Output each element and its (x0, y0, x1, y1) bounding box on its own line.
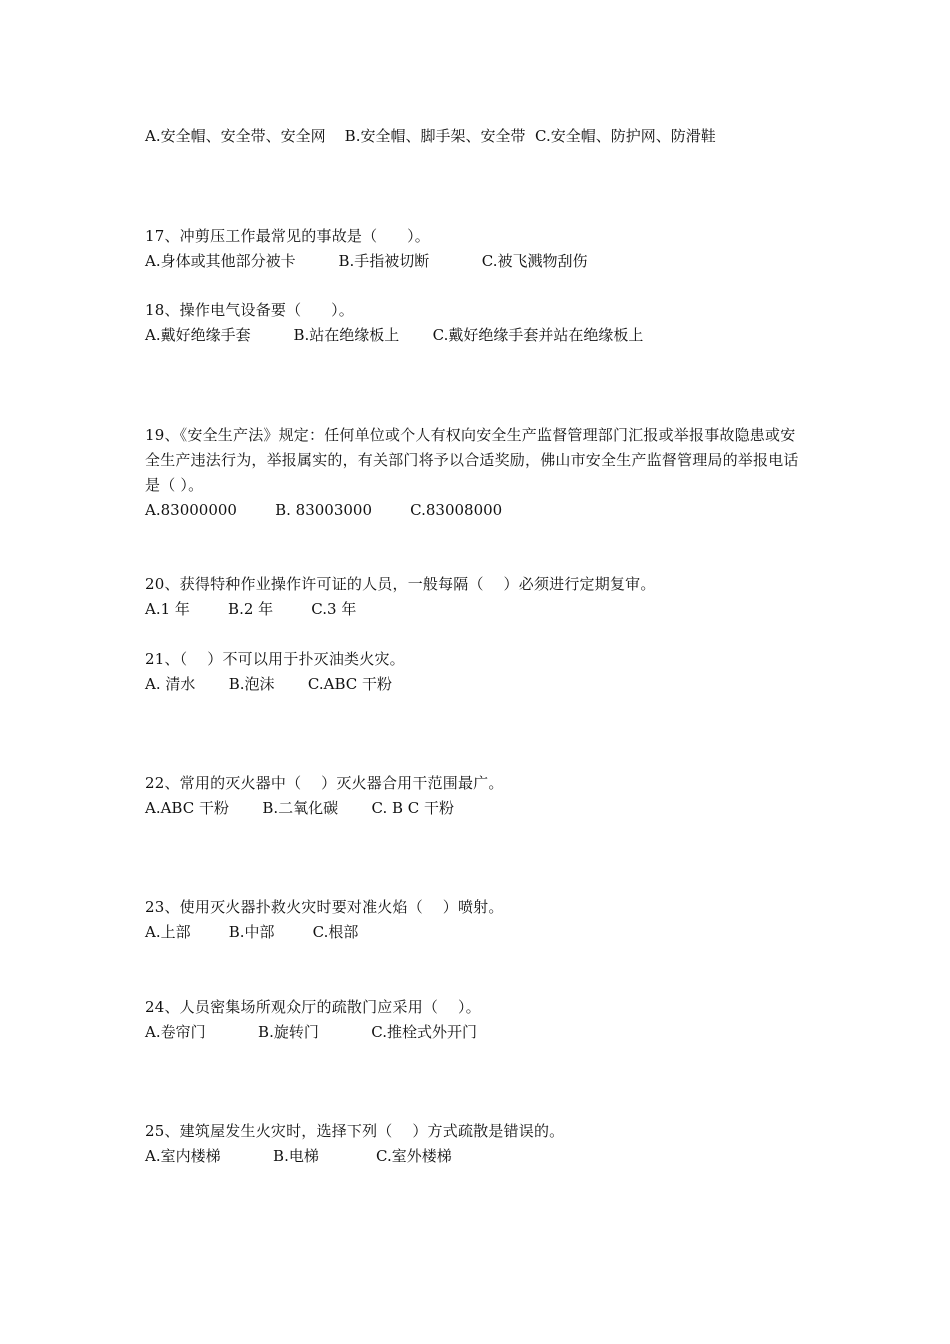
q20-options: A.1 年 B.2 年 C.3 年 (145, 600, 357, 618)
q18-options: A.戴好绝缘手套 B.站在绝缘板上 C.戴好绝缘手套并站在绝缘板上 (145, 326, 644, 344)
q25-options: A.室内楼梯 B.电梯 C.室外楼梯 (145, 1147, 452, 1165)
q17-options: A.身体或其他部分被卡 B.手指被切断 C.被飞溅物刮伤 (145, 252, 588, 270)
q21-question: 21、（ ）不可以用于扑灭油类火灾。 (145, 650, 405, 668)
q22-options: A.ABC 干粉 B.二氧化碳 C. B C 干粉 (145, 799, 455, 817)
q20-question: 20、获得特种作业操作许可证的人员，一般每隔（ ）必须进行定期复审。 (145, 575, 656, 593)
q21-options: A. 清水 B.泡沫 C.ABC 干粉 (145, 675, 393, 693)
q18-question: 18、操作电气设备要（ ）。 (145, 301, 354, 319)
q19-question: 19、《安全生产法》规定：任何单位或个人有权向安全生产监督管理部门汇报或举报事故隐患或安全生产违法行为，举报属实的，有关部门将予以合适奖励，佛山市安全生产监督管理局的举报电话是（ ）。 (145, 426, 799, 494)
q24-options: A.卷帘门 B.旋转门 C.推栓式外开门 (145, 1023, 478, 1041)
q24-question: 24、人员密集场所观众厅的疏散门应采用（ ）。 (145, 998, 481, 1016)
q17-question: 17、冲剪压工作最常见的事故是（ ）。 (145, 227, 430, 245)
q25-question: 25、建筑屋发生火灾时，选择下列（ ）方式疏散是错误的。 (145, 1122, 565, 1140)
q23-question: 23、使用灭火器扑救火灾时要对准火焰（ ）喷射。 (145, 898, 504, 916)
q19-options: A.83000000 B. 83003000 C.83008000 (145, 501, 503, 519)
q16-options: A.安全帽、安全带、安全网 B.安全帽、脚手架、安全带 C.安全帽、防护网、防滑鞋 (145, 127, 716, 145)
q22-question: 22、常用的灭火器中（ ）灭火器合用干范围最广。 (145, 774, 504, 792)
q23-options: A.上部 B.中部 C.根部 (145, 923, 359, 941)
